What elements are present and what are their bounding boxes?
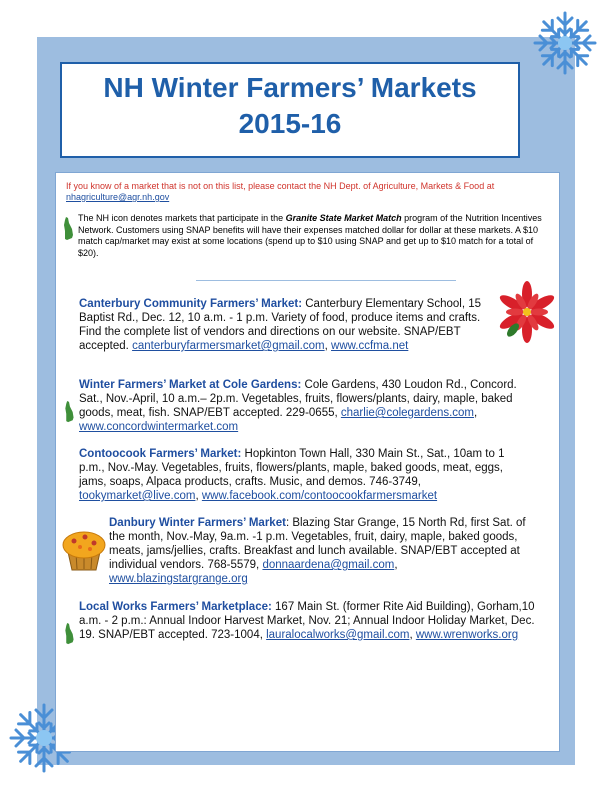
- program-name: Granite State Market Match: [285, 213, 402, 223]
- muffin-icon: [60, 528, 108, 572]
- page-subtitle-year: 2015-16: [238, 108, 342, 139]
- market-entry-local-works: [79, 600, 539, 642]
- market-entry-canterbury: [79, 297, 489, 353]
- separator: ,: [409, 629, 413, 641]
- separator: ,: [195, 490, 202, 502]
- market-email-link[interactable]: lauralocalworks@gmail.com: [266, 629, 410, 641]
- market-details: Canterbury Elementary School, 15 Baptist Rd., Dec. 12, 10 a.m. - 1 p.m. Variety of food, produce items and crafts. Find the complete list of vendors and directions on our website. SNAP/EBT accepted.: [79, 298, 482, 352]
- separator: ,: [474, 407, 478, 419]
- market-email-link[interactable]: donnaardena@gmail.com: [262, 559, 395, 571]
- separator: ,: [394, 559, 398, 571]
- market-details: Hopkinton Town Hall, 330 Main St., Sat., 10am to 1 p.m., Nov.-May. Vegetables, fruits, flowers/plants, maple, baked goods, meat, eggs, jams, soaps, Alpaca products, crafts. Music, and demos. 746-3749,: [79, 448, 505, 488]
- market-email-link[interactable]: charlie@colegardens.com: [340, 407, 475, 419]
- separator: ,: [324, 340, 328, 352]
- market-details: : Blazing Star Grange, 15 North Rd, first Sat. of the month, Nov.-May, 9a.m. -1 p.m. Vegetables, fruit, dairy, maple, baked goods, meats, jams/jellies, crafts. Breakfast and lunch available. SNAP/EBT accepted at individual vendors. 768-5579,: [109, 517, 526, 571]
- market-website-link[interactable]: www.wrenworks.org: [415, 629, 519, 641]
- section-divider: [196, 280, 456, 281]
- market-name: Contoocook Farmers’ Market:: [79, 448, 242, 460]
- market-entry-cole-gardens: [79, 378, 539, 434]
- market-list-panel: [55, 172, 560, 752]
- market-details: Cole Gardens, 430 Loudon Rd., Concord. Sat., Nov.-April, 10 a.m.– 2p.m. Vegetables, fruits, flowers/plants, dairy, maple, baked goods, meat, fish. SNAP/EBT accepted. 229-0655,: [79, 379, 517, 419]
- notice-email-link[interactable]: [66, 192, 169, 202]
- market-email-link[interactable]: tookymarket@live.com: [79, 490, 196, 502]
- market-website-link[interactable]: www.ccfma.net: [331, 340, 409, 352]
- nh-state-icon: [64, 623, 74, 645]
- market-name: Winter Farmers’ Market at Cole Gardens:: [79, 379, 302, 391]
- nh-state-icon: [64, 401, 74, 423]
- contact-notice: [66, 181, 551, 203]
- market-name: Local Works Farmers’ Marketplace:: [79, 601, 272, 613]
- market-name: Canterbury Community Farmers’ Market:: [79, 298, 303, 310]
- market-email-link[interactable]: canterburyfarmersmarket@gmail.com: [132, 340, 325, 352]
- notice-text: If you know of a market that is not on this list, please contact the NH Dept. of Agriculture, Markets & Food at: [66, 181, 495, 191]
- snap-note-text-cont: program of the Nutrition Incentives Network. Customers using SNAP benefits will have their expenses matched dollar for dollar at these markets. A $10 match cap/market may exist at some locations (spend up to $10 using SNAP and get up to $10 match for a total of $20).: [78, 213, 542, 258]
- market-details: 167 Main St. (former Rite Aid Building), Gorham,10 a.m. - 2 p.m.: Annual Indoor Harvest Market, Nov. 21; Annual Indoor Holiday Market, Dec. 19. SNAP/EBT accepted. 723-1004,: [79, 601, 535, 641]
- nh-state-icon: [63, 217, 73, 241]
- market-name: Danbury Winter Farmers’ Market: [109, 517, 286, 529]
- market-website-link[interactable]: www.blazingstargrange.org: [109, 573, 248, 585]
- poinsettia-icon: [496, 281, 558, 343]
- market-website-link[interactable]: www.facebook.com/contoocookfarmersmarket: [201, 490, 438, 502]
- title-box: [60, 62, 520, 158]
- page-title: NH Winter Farmers’ Markets: [103, 72, 477, 103]
- market-entry-contoocook: [79, 447, 529, 503]
- notice-email[interactable]: nhagriculture@agr.nh.gov: [66, 192, 170, 202]
- snowflake-icon: [530, 8, 600, 78]
- market-entry-danbury: [109, 516, 539, 586]
- snap-note-text: The NH icon denotes markets that participate in the: [78, 213, 286, 223]
- market-website-link[interactable]: www.concordwintermarket.com: [79, 421, 239, 433]
- snap-match-note: [78, 213, 548, 259]
